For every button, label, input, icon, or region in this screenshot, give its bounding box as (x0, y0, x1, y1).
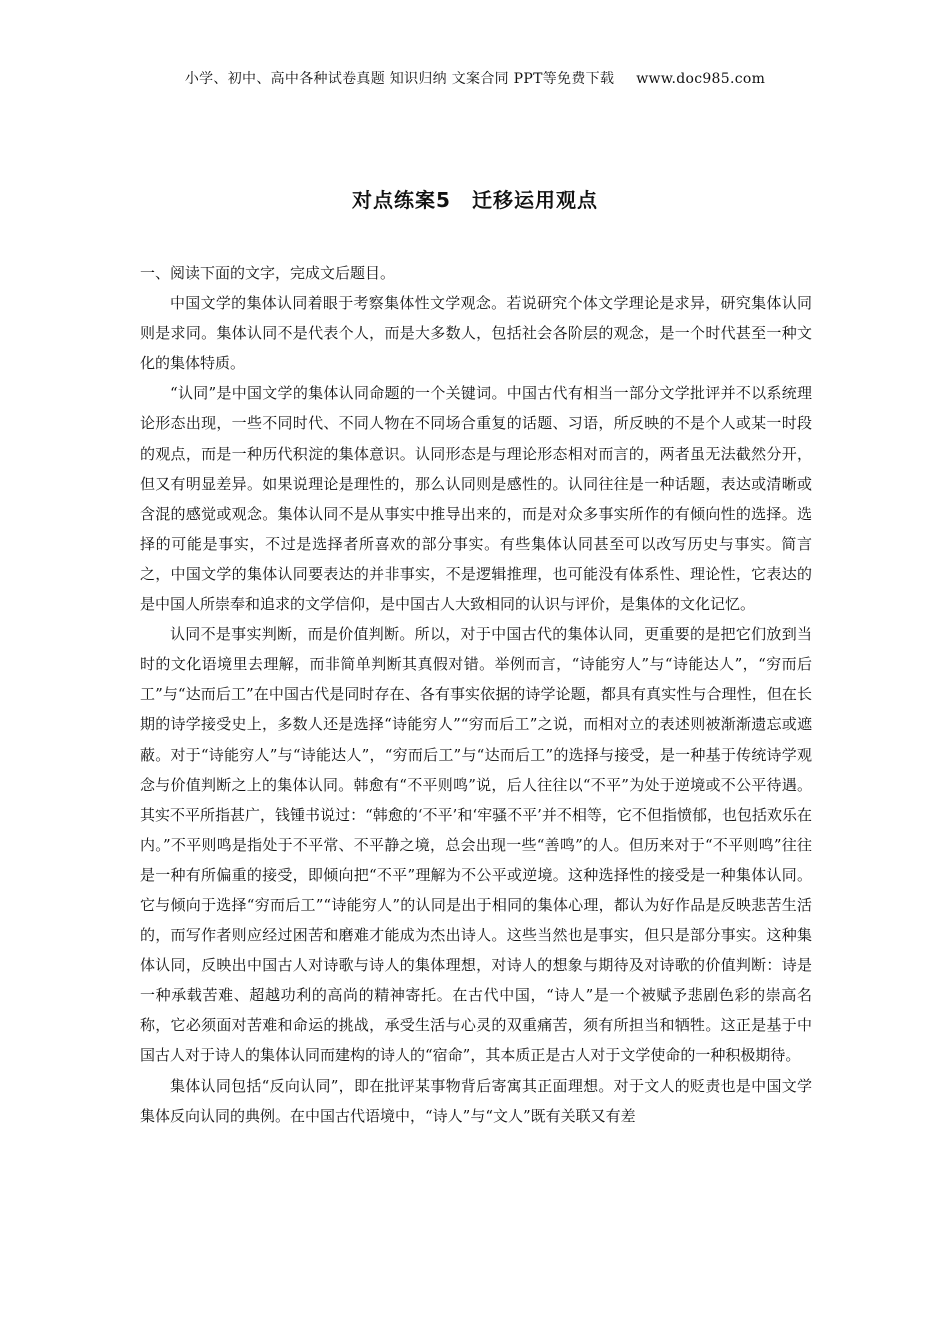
page-header (0, 68, 950, 88)
paragraph-2: “认同”是中国文学的集体认同命题的一个关键词。中国古代有相当一部分文学批评并不以系统理论形态出现，一些不同时代、不同人物在不同场合重复的话题、习语，所反映的不是个人或某一时段的观点，而是一种历代积淀的集体意识。认同形态是与理论形态相对而言的，两者虽无法截然分开，但又有明显差异。如果说理论是理性的，那么认同则是感性的。认同往往是一种话题，表达或清晰或含混的感觉或观念。集体认同不是从事实中推导出来的，而是对众多事实所作的有倾向性的选择。选择的可能是事实，不过是选择者所喜欢的部分事实。有些集体认同甚至可以改写历史与事实。简言之，中国文学的集体认同要表达的并非事实，不是逻辑推理，也可能没有体系性、理论性，它表达的是中国人所崇奉和追求的文学信仰，是中国古人大致相同的认识与评价，是集体的文化记忆。 (140, 384, 812, 614)
section-heading: 一、阅读下面的文字，完成文后题目。 (140, 264, 396, 282)
article-body (140, 258, 812, 1131)
header-text: 小学、初中、高中各种试卷真题 知识归纳 文案合同 PPT等免费下载 (184, 71, 615, 87)
header-site: www.doc985.com (636, 71, 766, 87)
paragraph-3: 认同不是事实判断，而是价值判断。所以，对于中国古代的集体认同，更重要的是把它们放到当时的文化语境里去理解，而非简单判断其真假对错。举例而言，“诗能穷人”与“诗能达人”，“穷而后工”与“达而后工”在中国古代是同时存在、各有事实依据的诗学论题，都具有真实性与合理性，但在长期的诗学接受史上，多数人还是选择“诗能穷人”“穷而后工”之说，而相对立的表述则被渐渐遗忘或遮蔽。对于“诗能穷人”与“诗能达人”，“穷而后工”与“达而后工”的选择与接受，是一种基于传统诗学观念与价值判断之上的集体认同。韩愈有“不平则鸣”说，后人往往以“不平”为处于逆境或不公平待遇。其实不平所指甚广，钱锺书说过：“韩愈的‘不平’和‘牢骚不平’并不相等，它不但指愤郁，也包括欢乐在内。”不平则鸣是指处于不平常、不平静之境，总会出现一些“善鸣”的人。但历来对于“不平则鸣”往往是一种有所偏重的接受，即倾向把“不平”理解为不公平或逆境。这种选择性的接受是一种集体认同。它与倾向于选择“穷而后工”“诗能穷人”的认同是出于相同的集体心理，都认为好作品是反映悲苦生活的，而写作者则应经过困苦和磨难才能成为杰出诗人。这些当然也是事实，但只是部分事实。这种集体认同，反映出中国古人对诗歌与诗人的集体理想，对诗人的想象与期待及对诗歌的价值判断：诗是一种承载苦难、超越功利的高尚的精神寄托。在古代中国，“诗人”是一个被赋予悲剧色彩的崇高名称，它必须面对苦难和命运的挑战，承受生活与心灵的双重痛苦，须有所担当和牺牲。这正是基于中国古人对于诗人的集体认同而建构的诗人的“宿命”，其本质正是古人对于文学使命的一种积极期待。 (140, 625, 812, 1065)
paragraph-4: 集体认同包括“反向认同”，即在批评某事物背后寄寓其正面理想。对于文人的贬责也是中国文学集体反向认同的典例。在中国古代语境中，“诗人”与“文人”既有关联又有差 (140, 1076, 812, 1125)
paragraph-1: 中国文学的集体认同着眼于考察集体性文学观念。若说研究个体文学理论是求异，研究集体认同则是求同。集体认同不是代表个人，而是大多数人，包括社会各阶层的观念，是一个时代甚至一种文化的集体特质。 (140, 294, 812, 373)
page-title: 对点练案5 迁移运用观点 (352, 188, 598, 212)
